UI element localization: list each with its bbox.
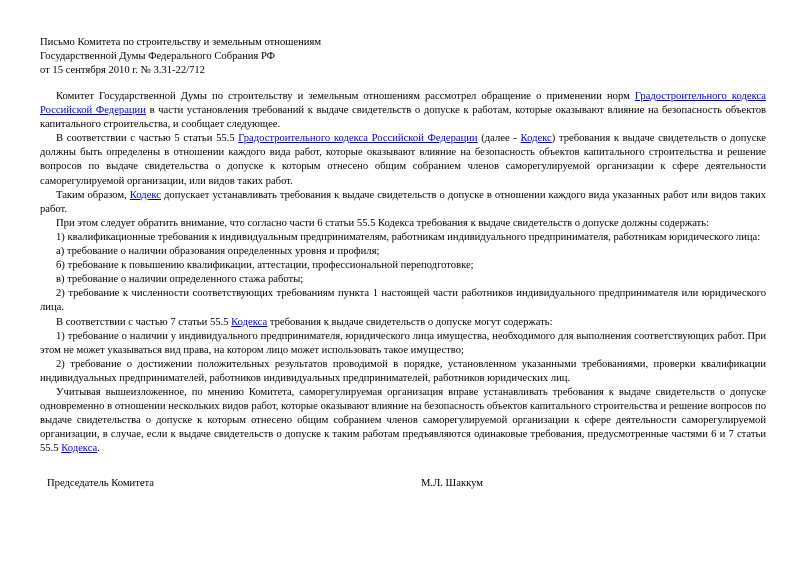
document-header bbox=[40, 36, 766, 78]
paragraph-text: допускает устанавливать требования к выдаче свидетельств о допуске в отношении каждого вида указанных работ или видов таких работ. bbox=[40, 189, 766, 215]
document bbox=[40, 36, 766, 456]
paragraph-12: 2) требование о достижении положительных результатов проводимой в порядке, установленном указанными требованиями, проверки квалификации индивидуальных предпринимателей, работников индивидуальных предпринимателей, работников юридических лиц. bbox=[40, 358, 766, 384]
paragraph-1 bbox=[40, 90, 766, 132]
paragraph-text: Таким образом, bbox=[56, 189, 130, 201]
paragraph-13 bbox=[40, 386, 766, 456]
paragraph-text: требования к выдаче свидетельств о допуске могут содержать: bbox=[267, 316, 553, 328]
paragraph-text: (далее - bbox=[477, 133, 521, 145]
link-kodeks[interactable]: Кодекс bbox=[520, 133, 552, 145]
link-gradostroitelny-kodeks[interactable]: Градостроительного кодекса Российской Федерации bbox=[40, 91, 766, 117]
paragraph-text: Комитет Государственной Думы по строительству и земельным отношениям рассмотрел обращение о применении норм bbox=[56, 91, 635, 102]
paragraph-10 bbox=[40, 316, 766, 330]
link-kodeks[interactable]: Кодекс bbox=[129, 189, 161, 201]
paragraph-4: При этом следует обратить внимание, что согласно части 6 статьи 55.5 Кодекса требования к выдаче свидетельств о допуске должны содержать: bbox=[56, 217, 710, 229]
paragraph-2 bbox=[40, 132, 766, 188]
paragraph-text: В соответствии с частью 7 статьи 55.5 bbox=[56, 316, 232, 328]
paragraph-text: ) требования к выдаче свидетельств о допуске должны быть определены в отношении каждого вида работ, которые оказывают влияние на безопасность объектов капитального строительства и решение вопросов по выдаче свидетельства о допуске к которым отнесено общим собранием членов саморегулируемой организации к сфере деятельности саморегулируемой организации, или видов таких работ. bbox=[40, 133, 766, 187]
link-gradostroitelny-kodeks[interactable]: Градостроительного кодекса Российской Федерации bbox=[238, 133, 478, 145]
paragraph-11: 1) требование о наличии у индивидуального предпринимателя, юридического лица имущества, необходимого для выполнения соответствующих работ. При этом не может указываться вид права, на котором лицо может использовать такое имущество; bbox=[40, 330, 766, 356]
paragraph-5: 1) квалификационные требования к индивидуальным предпринимателям, работникам индивидуального предпринимателя, работникам юридического лица: bbox=[56, 231, 761, 243]
link-kodeks[interactable]: Кодекса bbox=[61, 443, 98, 455]
paragraph-text: . bbox=[97, 443, 100, 455]
signature-position: Председатель Комитета bbox=[47, 478, 155, 489]
paragraph-3 bbox=[40, 189, 766, 217]
header-line-2: Государственной Думы Федерального Собрания РФ bbox=[40, 51, 276, 62]
list-item-b: б) требование к повышению квалификации, аттестации, профессиональной переподготовке; bbox=[56, 260, 474, 272]
document-body bbox=[40, 90, 766, 456]
paragraph-text: В соответствии с частью 5 статьи 55.5 bbox=[56, 133, 239, 145]
list-item-a: а) требование о наличии образования определенных уровня и профиля; bbox=[56, 246, 380, 258]
header-line-1: Письмо Комитета по строительству и земельным отношениям bbox=[40, 37, 322, 48]
list-item-v: в) требование о наличии определенного стажа работы; bbox=[56, 274, 304, 286]
header-line-3: от 15 сентября 2010 г. № 3.31-22/712 bbox=[40, 65, 205, 76]
signature-name: М.Л. Шаккум bbox=[421, 478, 483, 489]
link-kodeks[interactable]: Кодекса bbox=[231, 316, 268, 328]
paragraph-9: 2) требование к численности соответствующих требованиям пункта 1 настоящей части работников индивидуального предпринимателя или юридического лица. bbox=[40, 288, 766, 314]
paragraph-text: Учитывая вышеизложенное, по мнению Комитета, саморегулируемая организация вправе устанавливать требования к выдаче свидетельств о допуске одновременно в отношении нескольких видов работ, которые оказывают влияние на безопасность объектов капитального строительства и решение вопросов по выдаче свидетельства о допуске к которым отнесено общим собранием членов саморегулируемой организации к сфере деятельности саморегулируемой организации, в случае, если к выдаче свидетельств о допуске к таким работам предъявляются одинаковые требования, предусмотренные частями 6 и 7 статьи 55.5 bbox=[40, 386, 766, 455]
paragraph-text: в части установления требований к выдаче свидетельств о допуске к работам, которые оказывают влияние на безопасность объектов капитального строительства, и сообщает следующее. bbox=[40, 105, 766, 131]
